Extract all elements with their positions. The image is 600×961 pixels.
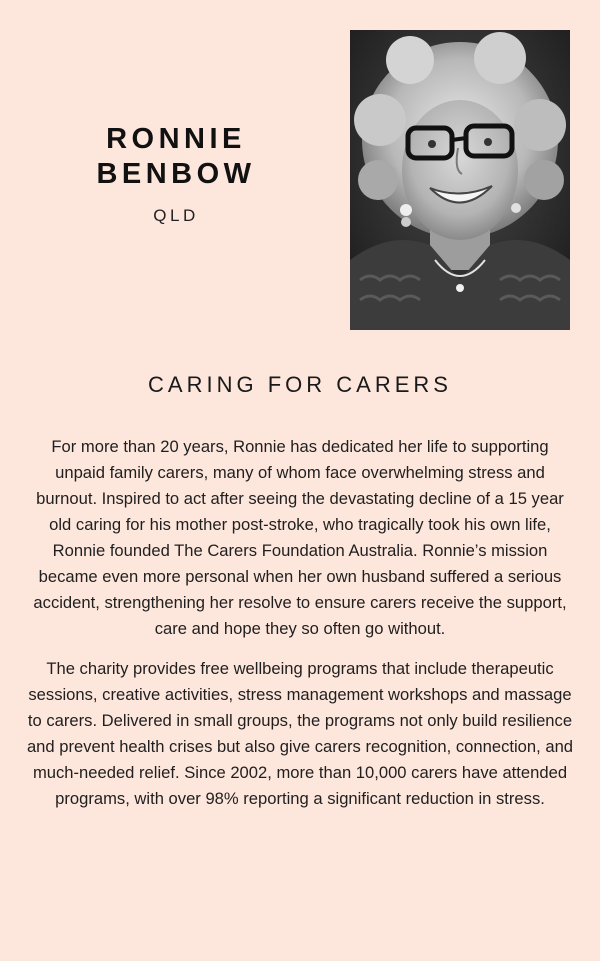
state-label: QLD [153,206,199,225]
paragraph-1: For more than 20 years, Ronnie has dedicated her life to supporting unpaid family carers, many of whom face overwhelming stress and burnout. Inspired to act after seeing the devastating decline of a 15 year old caring for his mother post-stroke, who tragically took his own life, Ronnie founded The Carers Foundation Australia. Ronnie’s mission became even more personal when her own husband suffered a serious accident, strengthening her resolve to ensure carers receive the support, care and hope they so often go without. [33,437,567,638]
person-name [58,122,294,192]
portrait-photo [350,30,570,330]
name-block [58,122,294,226]
profile-header [0,0,600,340]
name-line-first: RONNIE [106,123,246,155]
paragraph-2: The charity provides free wellbeing programs that include therapeutic sessions, creative activities, stress management workshops and massage to carers. Delivered in small groups, the programs not only build resilience and prevent health crises but also give carers recognition, connection, and much-needed relief. Since 2002, more than 10,000 carers have attended programs, with over 98% reporting a significant reduction in stress. [26,659,574,808]
name-line-last: BENBOW [96,158,256,190]
section-title: CARING FOR CARERS [148,372,452,397]
body-text [26,434,574,826]
